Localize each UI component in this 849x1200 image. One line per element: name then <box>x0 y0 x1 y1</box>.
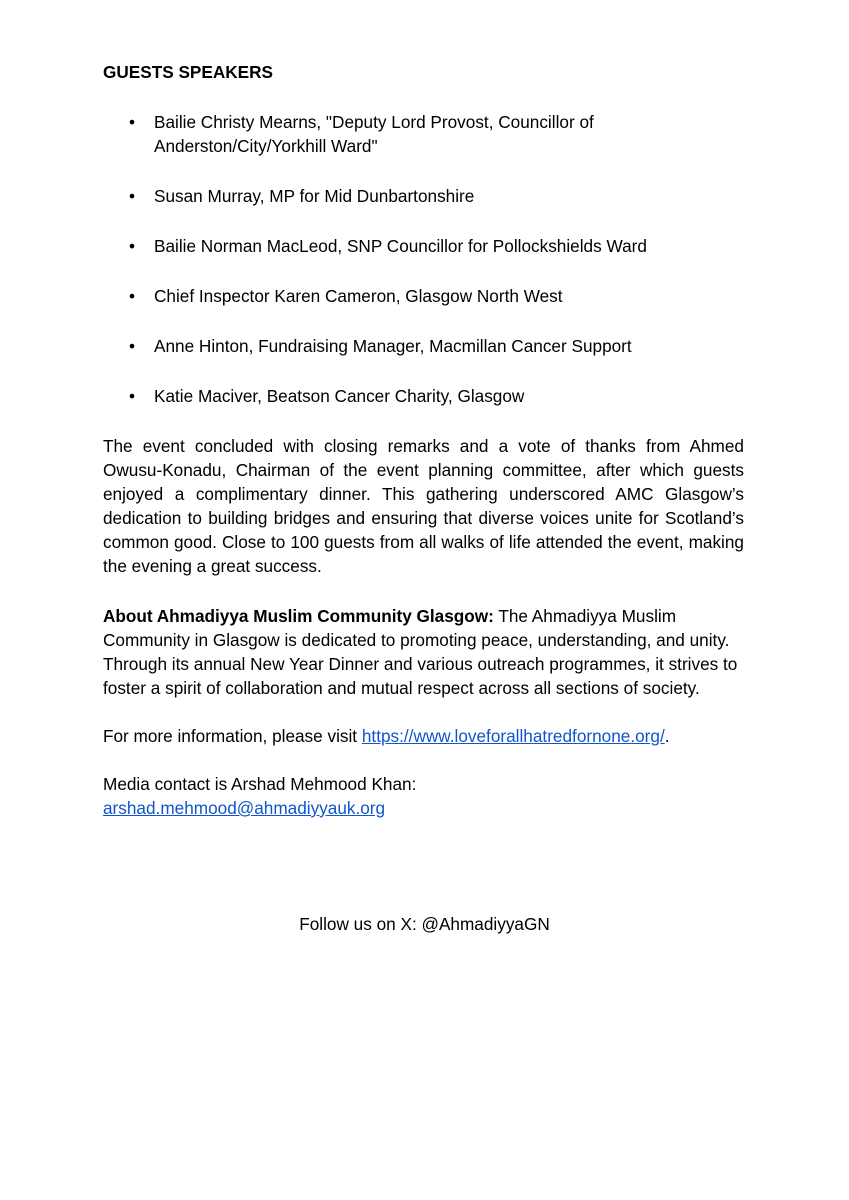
bullet-icon: • <box>129 286 136 306</box>
list-item <box>103 284 744 308</box>
list-item <box>103 384 744 408</box>
list-item <box>103 334 744 358</box>
speaker-text: Katie Maciver, Beatson Cancer Charity, Glasgow <box>154 386 525 406</box>
website-link[interactable]: https://www.loveforallhatredfornone.org/ <box>361 726 665 746</box>
more-info-paragraph <box>103 724 744 748</box>
bullet-icon: • <box>129 236 136 256</box>
speaker-text: Bailie Christy Mearns, "Deputy Lord Provost, Councillor of Anderston/City/Yorkhill Ward" <box>154 112 594 156</box>
bullet-icon: • <box>129 386 136 406</box>
document-body <box>103 60 744 820</box>
bullet-icon: • <box>129 112 136 132</box>
speaker-list <box>103 110 744 408</box>
media-contact-paragraph <box>103 772 744 820</box>
section-heading: GUESTS SPEAKERS <box>103 62 274 82</box>
follow-us-line: Follow us on X: @AhmadiyyaGN <box>299 914 550 934</box>
event-summary-paragraph: The event concluded with closing remarks and a vote of thanks from Ahmed Owusu-Konadu, Chairman of the event planning committee, after which guests enjoyed a complimentary dinner. This gathering underscored AMC Glasgow’s dedication to building bridges and ensuring that diverse voices unite for Scotland’s common good. Close to 100 guests from all walks of life attended the event, making the evening a great success. <box>103 436 744 576</box>
media-contact-text: Media contact is Arshad Mehmood Khan: <box>103 774 417 794</box>
about-text: The Ahmadiyya Muslim Community in Glasgow is dedicated to promoting peace, understanding, and unity. Through its annual New Year Dinner and various outreach programmes, it strives to foster a spirit of collaboration and mutual respect across all sections of society. <box>103 606 738 698</box>
bullet-icon: • <box>129 336 136 356</box>
more-info-prefix: For more information, please visit <box>103 726 362 746</box>
speaker-text: Anne Hinton, Fundraising Manager, Macmillan Cancer Support <box>154 336 632 356</box>
list-item <box>103 234 744 258</box>
email-link[interactable]: arshad.mehmood@ahmadiyyauk.org <box>103 798 386 818</box>
bullet-icon: • <box>129 186 136 206</box>
about-label: About Ahmadiyya Muslim Community Glasgow: <box>103 606 494 626</box>
about-paragraph <box>103 604 744 700</box>
list-item <box>103 110 744 158</box>
speaker-text: Chief Inspector Karen Cameron, Glasgow North West <box>154 286 563 306</box>
speaker-text: Susan Murray, MP for Mid Dunbartonshire <box>154 186 475 206</box>
speaker-text: Bailie Norman MacLeod, SNP Councillor for Pollockshields Ward <box>154 236 647 256</box>
list-item <box>103 184 744 208</box>
more-info-suffix: . <box>664 726 670 746</box>
